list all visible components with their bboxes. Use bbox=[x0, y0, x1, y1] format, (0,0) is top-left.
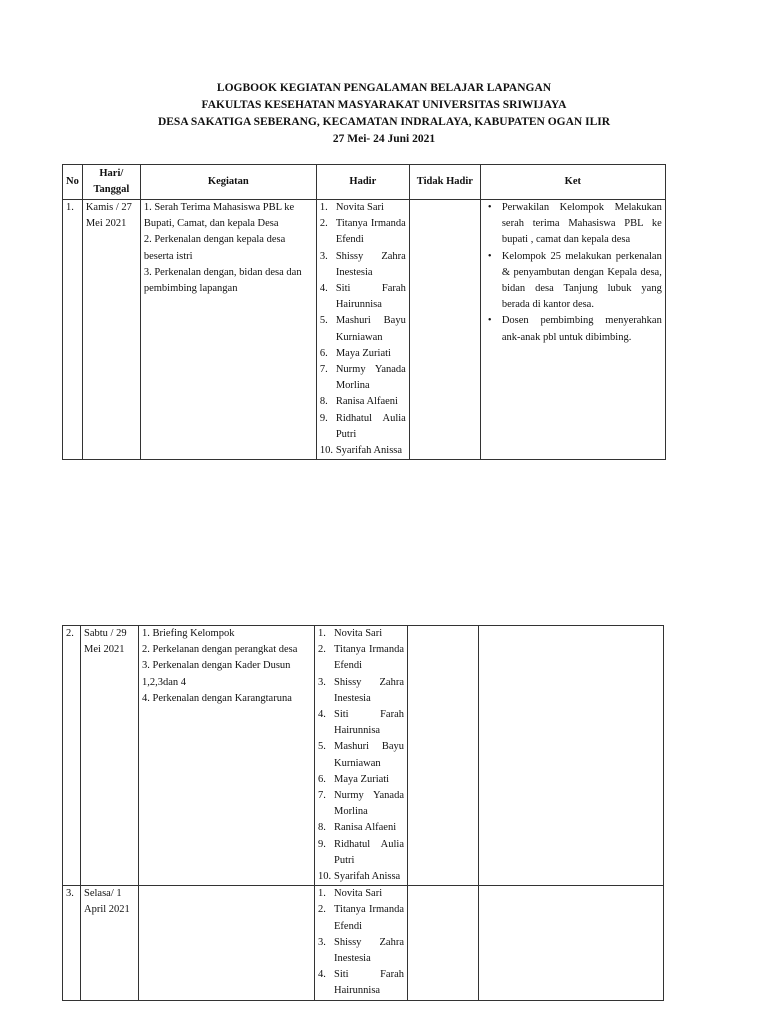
attendee-list bbox=[320, 200, 406, 459]
attendee-number: 2. bbox=[318, 904, 326, 916]
attendee-name-line1: Novita Sari bbox=[334, 888, 383, 900]
attendee-name-line2: Morlina bbox=[335, 380, 370, 392]
attendee-name bbox=[336, 346, 406, 362]
row-date-line1: Sabtu / 29 bbox=[84, 628, 127, 639]
attendee-name bbox=[334, 739, 404, 771]
attendee-name-line2: Kurniawan bbox=[335, 331, 383, 343]
attendee-name-line1: Novita Sari bbox=[334, 628, 383, 639]
kegiatan-item: 3. Perkenalan dengan, bidan desa dan pembimbing lapangan bbox=[143, 266, 302, 295]
attendee-number: 10. bbox=[319, 445, 333, 457]
attendee-name bbox=[334, 707, 404, 739]
attendee-item bbox=[318, 788, 404, 820]
attendee-number: 6. bbox=[318, 773, 326, 785]
attendee-name bbox=[336, 362, 406, 394]
attendee-item bbox=[318, 902, 404, 934]
attendee-item bbox=[320, 394, 406, 410]
row-hadir bbox=[315, 886, 408, 1000]
attendee-number: 7. bbox=[318, 790, 326, 802]
attendee-name bbox=[334, 837, 404, 869]
table-row bbox=[63, 200, 666, 460]
attendee-item bbox=[318, 967, 404, 999]
attendee-item bbox=[320, 362, 406, 394]
attendee-item bbox=[318, 837, 404, 869]
attendee-name-line1: Siti Farah bbox=[334, 709, 404, 721]
attendee-name-line2: Efendi bbox=[334, 660, 362, 672]
kegiatan-item: 1. Briefing Kelompok bbox=[142, 628, 235, 639]
logbook-table-page2 bbox=[62, 625, 664, 1001]
attendee-name-line1: Siti Farah bbox=[335, 283, 406, 295]
attendee-name-line1: Siti Farah bbox=[334, 969, 404, 981]
col-header-ket: Ket bbox=[480, 165, 665, 200]
col-header-day-line1: Hari/ bbox=[99, 168, 124, 179]
ket-text: Perwakilan Kelompok Melakukan serah terima Mahasiswa PBL ke bupati , camat dan kepala desa bbox=[501, 202, 662, 246]
attendee-number: 4. bbox=[319, 283, 328, 295]
row-date-line2: Mei 2021 bbox=[85, 218, 127, 230]
bullet-icon: • bbox=[487, 250, 492, 262]
attendee-item bbox=[320, 200, 406, 216]
attendee-number: 9. bbox=[318, 838, 326, 850]
document-header bbox=[0, 80, 768, 148]
row-date-line2: Mei 2021 bbox=[84, 644, 125, 656]
ket-item bbox=[484, 313, 662, 345]
row-ket bbox=[479, 626, 664, 886]
attendee-name-line1: Syarifah Anissa bbox=[334, 871, 401, 883]
kegiatan-item: 3. Perkenalan dengan Kader Dusun 1,2,3dan 4 bbox=[142, 660, 291, 688]
row-date bbox=[81, 886, 139, 1000]
attendee-item bbox=[318, 869, 404, 885]
ket-list bbox=[484, 200, 662, 346]
attendee-name-line1: Mashuri Bayu bbox=[334, 741, 404, 753]
header-title: LOGBOOK KEGIATAN PENGALAMAN BELAJAR LAPANGAN bbox=[216, 82, 552, 94]
kegiatan-item: 2. Perkelanan dengan perangkat desa bbox=[142, 644, 298, 656]
attendee-name-line2: Inestesia bbox=[335, 266, 373, 278]
attendee-number: 9. bbox=[319, 412, 328, 424]
attendee-name-line1: Mashuri Bayu bbox=[335, 315, 406, 327]
attendee-number: 4. bbox=[318, 969, 326, 981]
attendee-name-line2: Putri bbox=[334, 854, 355, 866]
attendee-number: 7. bbox=[319, 364, 328, 376]
attendee-item bbox=[320, 346, 406, 362]
attendee-item bbox=[320, 281, 406, 313]
row-date bbox=[81, 626, 139, 886]
attendee-name bbox=[334, 642, 404, 674]
attendee-item bbox=[318, 642, 404, 674]
row-kegiatan bbox=[139, 626, 315, 886]
kegiatan-item: 1. Serah Terima Mahasiswa PBL ke Bupati, Camat, dan kepala Desa bbox=[143, 202, 295, 230]
row-number: 1. bbox=[63, 200, 83, 460]
attendee-item bbox=[318, 626, 404, 642]
attendee-name-line1: Novita Sari bbox=[335, 202, 384, 213]
bullet-icon: • bbox=[487, 202, 492, 213]
attendee-name-line1: Shissy Zahra bbox=[335, 250, 406, 262]
attendee-item bbox=[320, 443, 406, 459]
header-faculty: FAKULTAS KESEHATAN MASYARAKAT UNIVERSITAS SRIWIJAYA bbox=[201, 99, 567, 111]
attendee-number: 3. bbox=[318, 936, 326, 948]
attendee-name bbox=[334, 902, 404, 934]
row-hadir bbox=[315, 626, 408, 886]
row-ket bbox=[480, 200, 665, 460]
attendee-name-line2: Inestesia bbox=[334, 953, 371, 965]
attendee-name-line2: Putri bbox=[335, 428, 357, 440]
attendee-number: 6. bbox=[319, 347, 328, 359]
attendee-name bbox=[336, 200, 406, 216]
attendee-name bbox=[334, 788, 404, 820]
table-header-row bbox=[63, 165, 666, 200]
attendee-name-line1: Shissy Zahra bbox=[334, 936, 404, 948]
attendee-name-line1: Maya Zuriati bbox=[335, 347, 391, 359]
attendee-name-line1: Ridhatul Aulia bbox=[335, 412, 406, 424]
row-date bbox=[82, 200, 140, 460]
attendee-name bbox=[334, 886, 404, 902]
kegiatan-item: 4. Perkenalan dengan Karangtaruna bbox=[142, 692, 292, 704]
attendee-name-line1: Shissy Zahra bbox=[334, 676, 404, 688]
attendee-item bbox=[318, 886, 404, 902]
attendee-name-line2: Efendi bbox=[334, 920, 362, 932]
attendee-name bbox=[336, 216, 406, 248]
attendee-number: 10. bbox=[318, 871, 332, 883]
attendee-name-line1: Ridhatul Aulia bbox=[334, 838, 404, 850]
row-number: 3. bbox=[63, 886, 81, 1000]
attendee-item bbox=[318, 935, 404, 967]
row-tidak-hadir bbox=[408, 886, 479, 1000]
attendee-name-line2: Hairunnisa bbox=[334, 985, 381, 997]
attendee-item bbox=[320, 313, 406, 345]
attendee-name bbox=[336, 394, 406, 410]
kegiatan-item: 2. Perkenalan dengan kepala desa beserta istri bbox=[143, 234, 286, 262]
attendee-name-line2: Kurniawan bbox=[334, 757, 381, 769]
attendee-number: 4. bbox=[318, 709, 326, 721]
row-hadir bbox=[316, 200, 409, 460]
attendee-name-line2: Efendi bbox=[335, 234, 364, 246]
attendee-item bbox=[320, 249, 406, 281]
attendee-item bbox=[318, 675, 404, 707]
attendee-name bbox=[336, 411, 406, 443]
attendee-name-line2: Morlina bbox=[334, 806, 368, 818]
attendee-name-line1: Titanya Irmanda bbox=[334, 644, 404, 656]
col-header-tidak-hadir: Tidak Hadir bbox=[409, 165, 480, 200]
attendee-item bbox=[318, 739, 404, 771]
row-tidak-hadir bbox=[409, 200, 480, 460]
row-kegiatan bbox=[140, 200, 316, 460]
col-header-day bbox=[82, 165, 140, 200]
attendee-number: 8. bbox=[319, 396, 328, 408]
attendee-name bbox=[336, 313, 406, 345]
attendee-item bbox=[318, 707, 404, 739]
attendee-list bbox=[318, 626, 404, 885]
attendee-name-line1: Titanya Irmanda bbox=[334, 904, 404, 916]
header-location: DESA SAKATIGA SEBERANG, KECAMATAN INDRALAYA, KABUPATEN OGAN ILIR bbox=[157, 116, 611, 128]
attendee-name-line2: Hairunnisa bbox=[335, 299, 382, 311]
row-kegiatan bbox=[139, 886, 315, 1000]
row-date-line1: Kamis / 27 bbox=[85, 202, 132, 213]
attendee-name bbox=[334, 869, 404, 885]
attendee-name bbox=[336, 281, 406, 313]
row-number: 2. bbox=[63, 626, 81, 886]
logbook-table-page1 bbox=[62, 164, 666, 460]
attendee-number: 5. bbox=[318, 741, 326, 753]
attendee-name-line2: Hairunnisa bbox=[334, 725, 381, 737]
attendee-item bbox=[320, 216, 406, 248]
col-header-day-line2: Tanggal bbox=[93, 184, 130, 195]
ket-text: Dosen pembimbing menyerahkan ank-anak pbl untuk dibimbing. bbox=[501, 315, 662, 343]
attendee-number: 2. bbox=[318, 644, 326, 656]
attendee-number: 2. bbox=[319, 218, 328, 230]
row-tidak-hadir bbox=[408, 626, 479, 886]
attendee-item bbox=[318, 772, 404, 788]
attendee-list bbox=[318, 886, 404, 999]
attendee-name bbox=[334, 935, 404, 967]
row-date-line2: April 2021 bbox=[84, 904, 130, 916]
attendee-number: 5. bbox=[319, 315, 328, 327]
attendee-name bbox=[336, 249, 406, 281]
attendee-name-line1: Nurmy Yanada bbox=[334, 790, 404, 802]
attendee-name-line1: Nurmy Yanada bbox=[335, 364, 406, 376]
bullet-icon: • bbox=[487, 315, 492, 327]
attendee-number: 1. bbox=[318, 888, 326, 900]
row-date-line1: Selasa/ 1 bbox=[84, 888, 122, 900]
attendee-item bbox=[318, 820, 404, 836]
attendee-number: 3. bbox=[318, 676, 326, 688]
attendee-name-line2: Inestesia bbox=[334, 692, 371, 704]
ket-item bbox=[484, 249, 662, 314]
ket-text: Kelompok 25 melakukan perkenalan & penyambutan dengan Kepala desa, bidan desa Tanjung lubuk yang berada di kantor desa. bbox=[501, 250, 662, 311]
attendee-number: 1. bbox=[318, 628, 326, 639]
attendee-name bbox=[334, 772, 404, 788]
ket-item bbox=[484, 200, 662, 249]
attendee-name bbox=[334, 626, 404, 642]
row-ket bbox=[479, 886, 664, 1000]
attendee-name bbox=[334, 967, 404, 999]
attendee-name bbox=[336, 443, 406, 459]
header-period: 27 Mei- 24 Juni 2021 bbox=[332, 133, 436, 145]
attendee-name-line1: Ranisa Alfaeni bbox=[334, 822, 397, 834]
attendee-name bbox=[334, 675, 404, 707]
attendee-number: 3. bbox=[319, 250, 328, 262]
attendee-number: 1. bbox=[319, 202, 328, 213]
attendee-name bbox=[334, 820, 404, 836]
table-row bbox=[63, 626, 664, 886]
attendee-item bbox=[320, 411, 406, 443]
attendee-name-line1: Maya Zuriati bbox=[334, 773, 390, 785]
col-header-kegiatan: Kegiatan bbox=[140, 165, 316, 200]
col-header-no: No bbox=[63, 165, 83, 200]
table-row bbox=[63, 886, 664, 1000]
attendee-number: 8. bbox=[318, 822, 326, 834]
attendee-name-line1: Ranisa Alfaeni bbox=[335, 396, 398, 408]
col-header-hadir: Hadir bbox=[316, 165, 409, 200]
attendee-name-line1: Syarifah Anissa bbox=[335, 445, 403, 457]
attendee-name-line1: Titanya Irmanda bbox=[335, 218, 406, 230]
